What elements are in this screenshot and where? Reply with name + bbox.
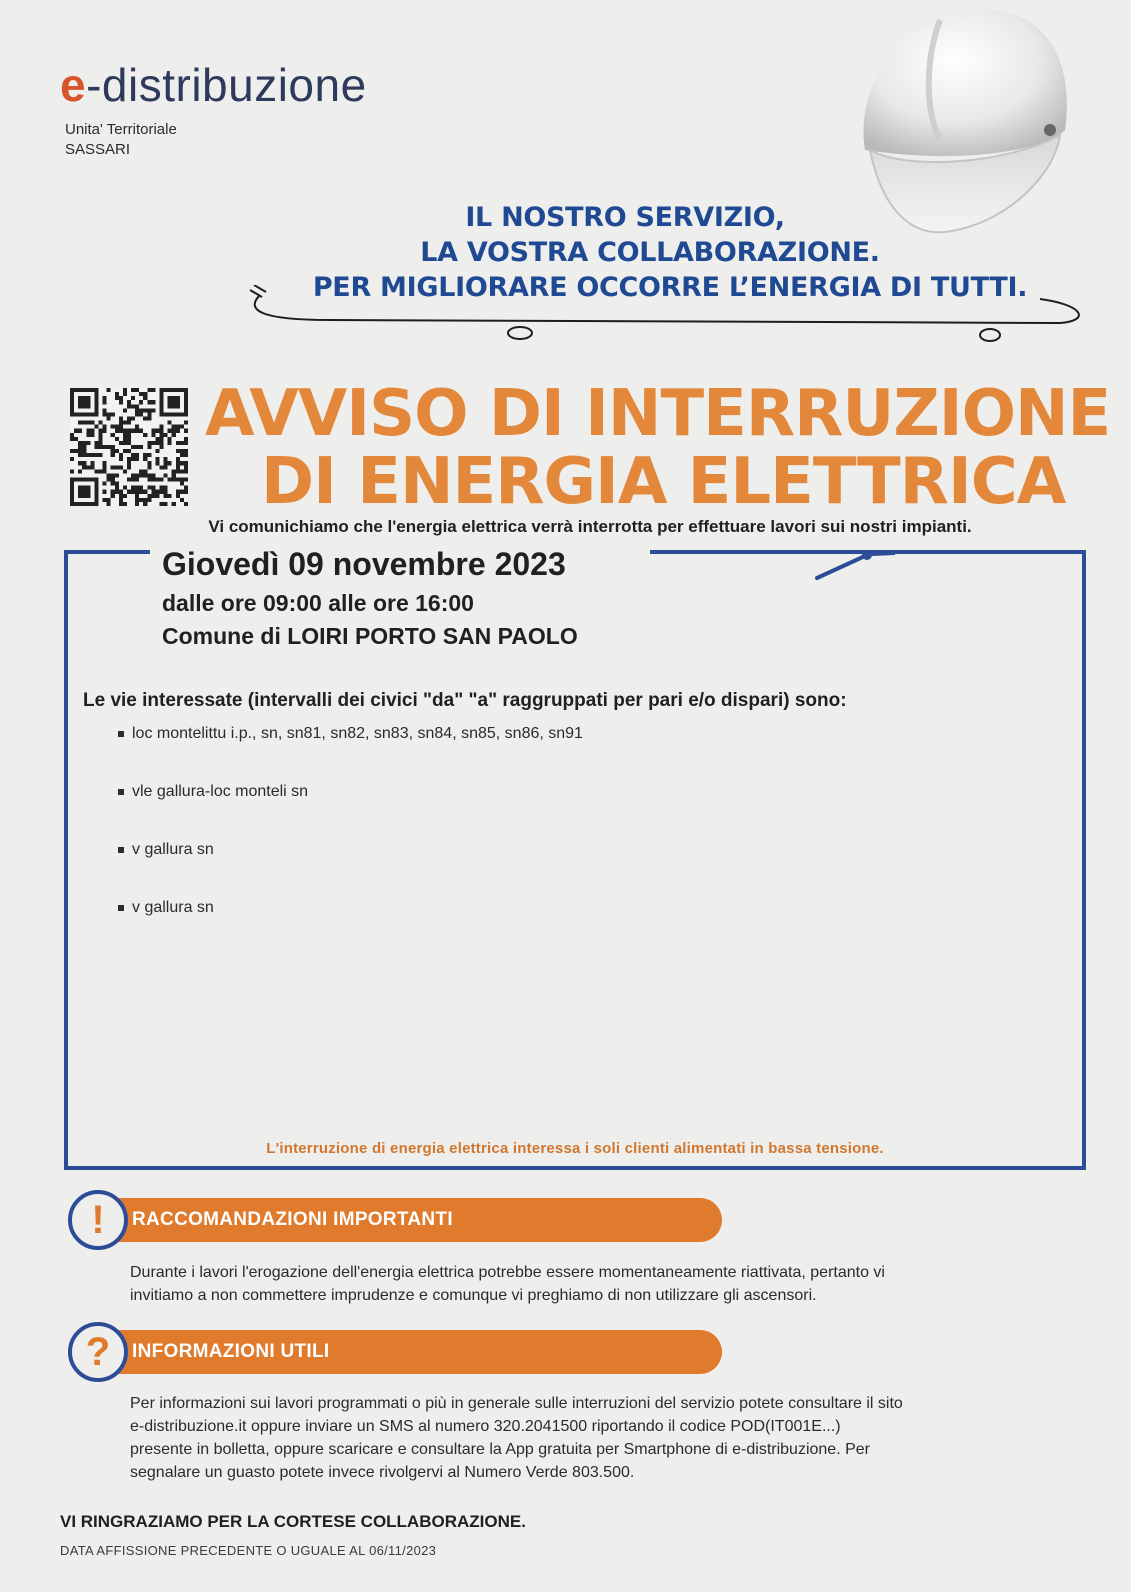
street-text: v gallura sn <box>132 899 214 916</box>
bullet-icon <box>118 905 124 911</box>
interruption-hours: dalle ore 09:00 alle ore 16:00 <box>162 590 474 616</box>
brand-logo <box>60 58 367 112</box>
street-text: v gallura sn <box>132 841 214 858</box>
thanks-text: VI RINGRAZIAMO PER LA CORTESE COLLABORAZIONE. <box>60 1512 526 1531</box>
recommendations-line: invitiamo a non commettere imprudenze e comunque vi preghiamo di non utilizzare gli ascensori. <box>130 1287 817 1304</box>
title-line-1: AVVISO DI INTERRUZIONE <box>205 377 1111 451</box>
info-line: Per informazioni sui lavori programmati o più in generale sulle interruzioni del servizio potete consultare il sito <box>130 1395 903 1412</box>
slogan-line-2: LA VOSTRA COLLABORAZIONE. <box>420 237 880 268</box>
street-item <box>118 725 583 743</box>
recommendations-text <box>130 1261 1090 1307</box>
low-voltage-note: L'interruzione di energia elettrica interessa i soli clienti alimentati in bassa tensione. <box>266 1140 884 1157</box>
unit-label: Unita' Territoriale <box>65 121 177 138</box>
street-item <box>118 783 308 801</box>
unit-city: SASSARI <box>65 141 131 158</box>
question-icon: ? <box>68 1322 128 1382</box>
street-text: vle gallura-loc monteli sn <box>132 783 309 800</box>
exclamation-icon: ! <box>68 1190 128 1250</box>
recommendations-line: Durante i lavori l'erogazione dell'energia elettrica potrebbe essere momentaneamente riattivata, pertanto vi <box>130 1264 885 1281</box>
info-line: e-distribuzione.it oppure inviare un SMS al numero 320.2041500 riportando il codice POD(IT001E...) <box>130 1418 841 1435</box>
notice-title <box>205 377 1115 519</box>
bullet-icon <box>118 731 124 737</box>
intro-text: Vi comunichiamo che l'energia elettrica verrà interrotta per effettuare lavori sui nostri impianti. <box>208 517 972 536</box>
slogan-line-1: IL NOSTRO SERVIZIO, <box>465 202 785 233</box>
brand-logo-e: e <box>60 59 87 111</box>
plug-cable-icon <box>815 548 895 583</box>
interruption-comune: Comune di LOIRI PORTO SAN PAOLO <box>162 623 578 649</box>
brand-logo-text: -distribuzione <box>86 59 367 111</box>
info-text <box>130 1392 1090 1484</box>
recommendations-heading: RACCOMANDAZIONI IMPORTANTI <box>100 1198 722 1242</box>
info-line: segnalare un guasto potete invece rivolgervi al Numero Verde 803.500. <box>130 1464 635 1481</box>
street-text: loc montelittu i.p., sn, sn81, sn82, sn83, sn84, sn85, sn86, sn91 <box>132 725 583 742</box>
bullet-icon <box>118 847 124 853</box>
street-item <box>118 899 214 917</box>
qr-code[interactable] <box>70 388 188 506</box>
info-heading: INFORMAZIONI UTILI <box>100 1330 722 1374</box>
interruption-date: Giovedì 09 novembre 2023 <box>162 546 566 582</box>
title-line-2: DI ENERGIA ELETTRICA <box>261 445 1066 519</box>
slogan-line-3: PER MIGLIORARE OCCORRE L’ENERGIA DI TUTTI. <box>312 272 1028 303</box>
bullet-icon <box>118 789 124 795</box>
info-line: presente in bolletta, oppure scaricare e consultare la App gratuita per Smartphone di e-distribuzione. Per <box>130 1441 870 1458</box>
posting-date: DATA AFFISSIONE PRECEDENTE O UGUALE AL 06/11/2023 <box>60 1543 437 1558</box>
territorial-unit <box>65 120 177 160</box>
street-item <box>118 841 214 859</box>
streets-intro: Le vie interessate (intervalli dei civici "da" "a" raggruppati per pari e/o dispari) sono: <box>83 690 847 711</box>
cable-decoration <box>240 285 1100 355</box>
